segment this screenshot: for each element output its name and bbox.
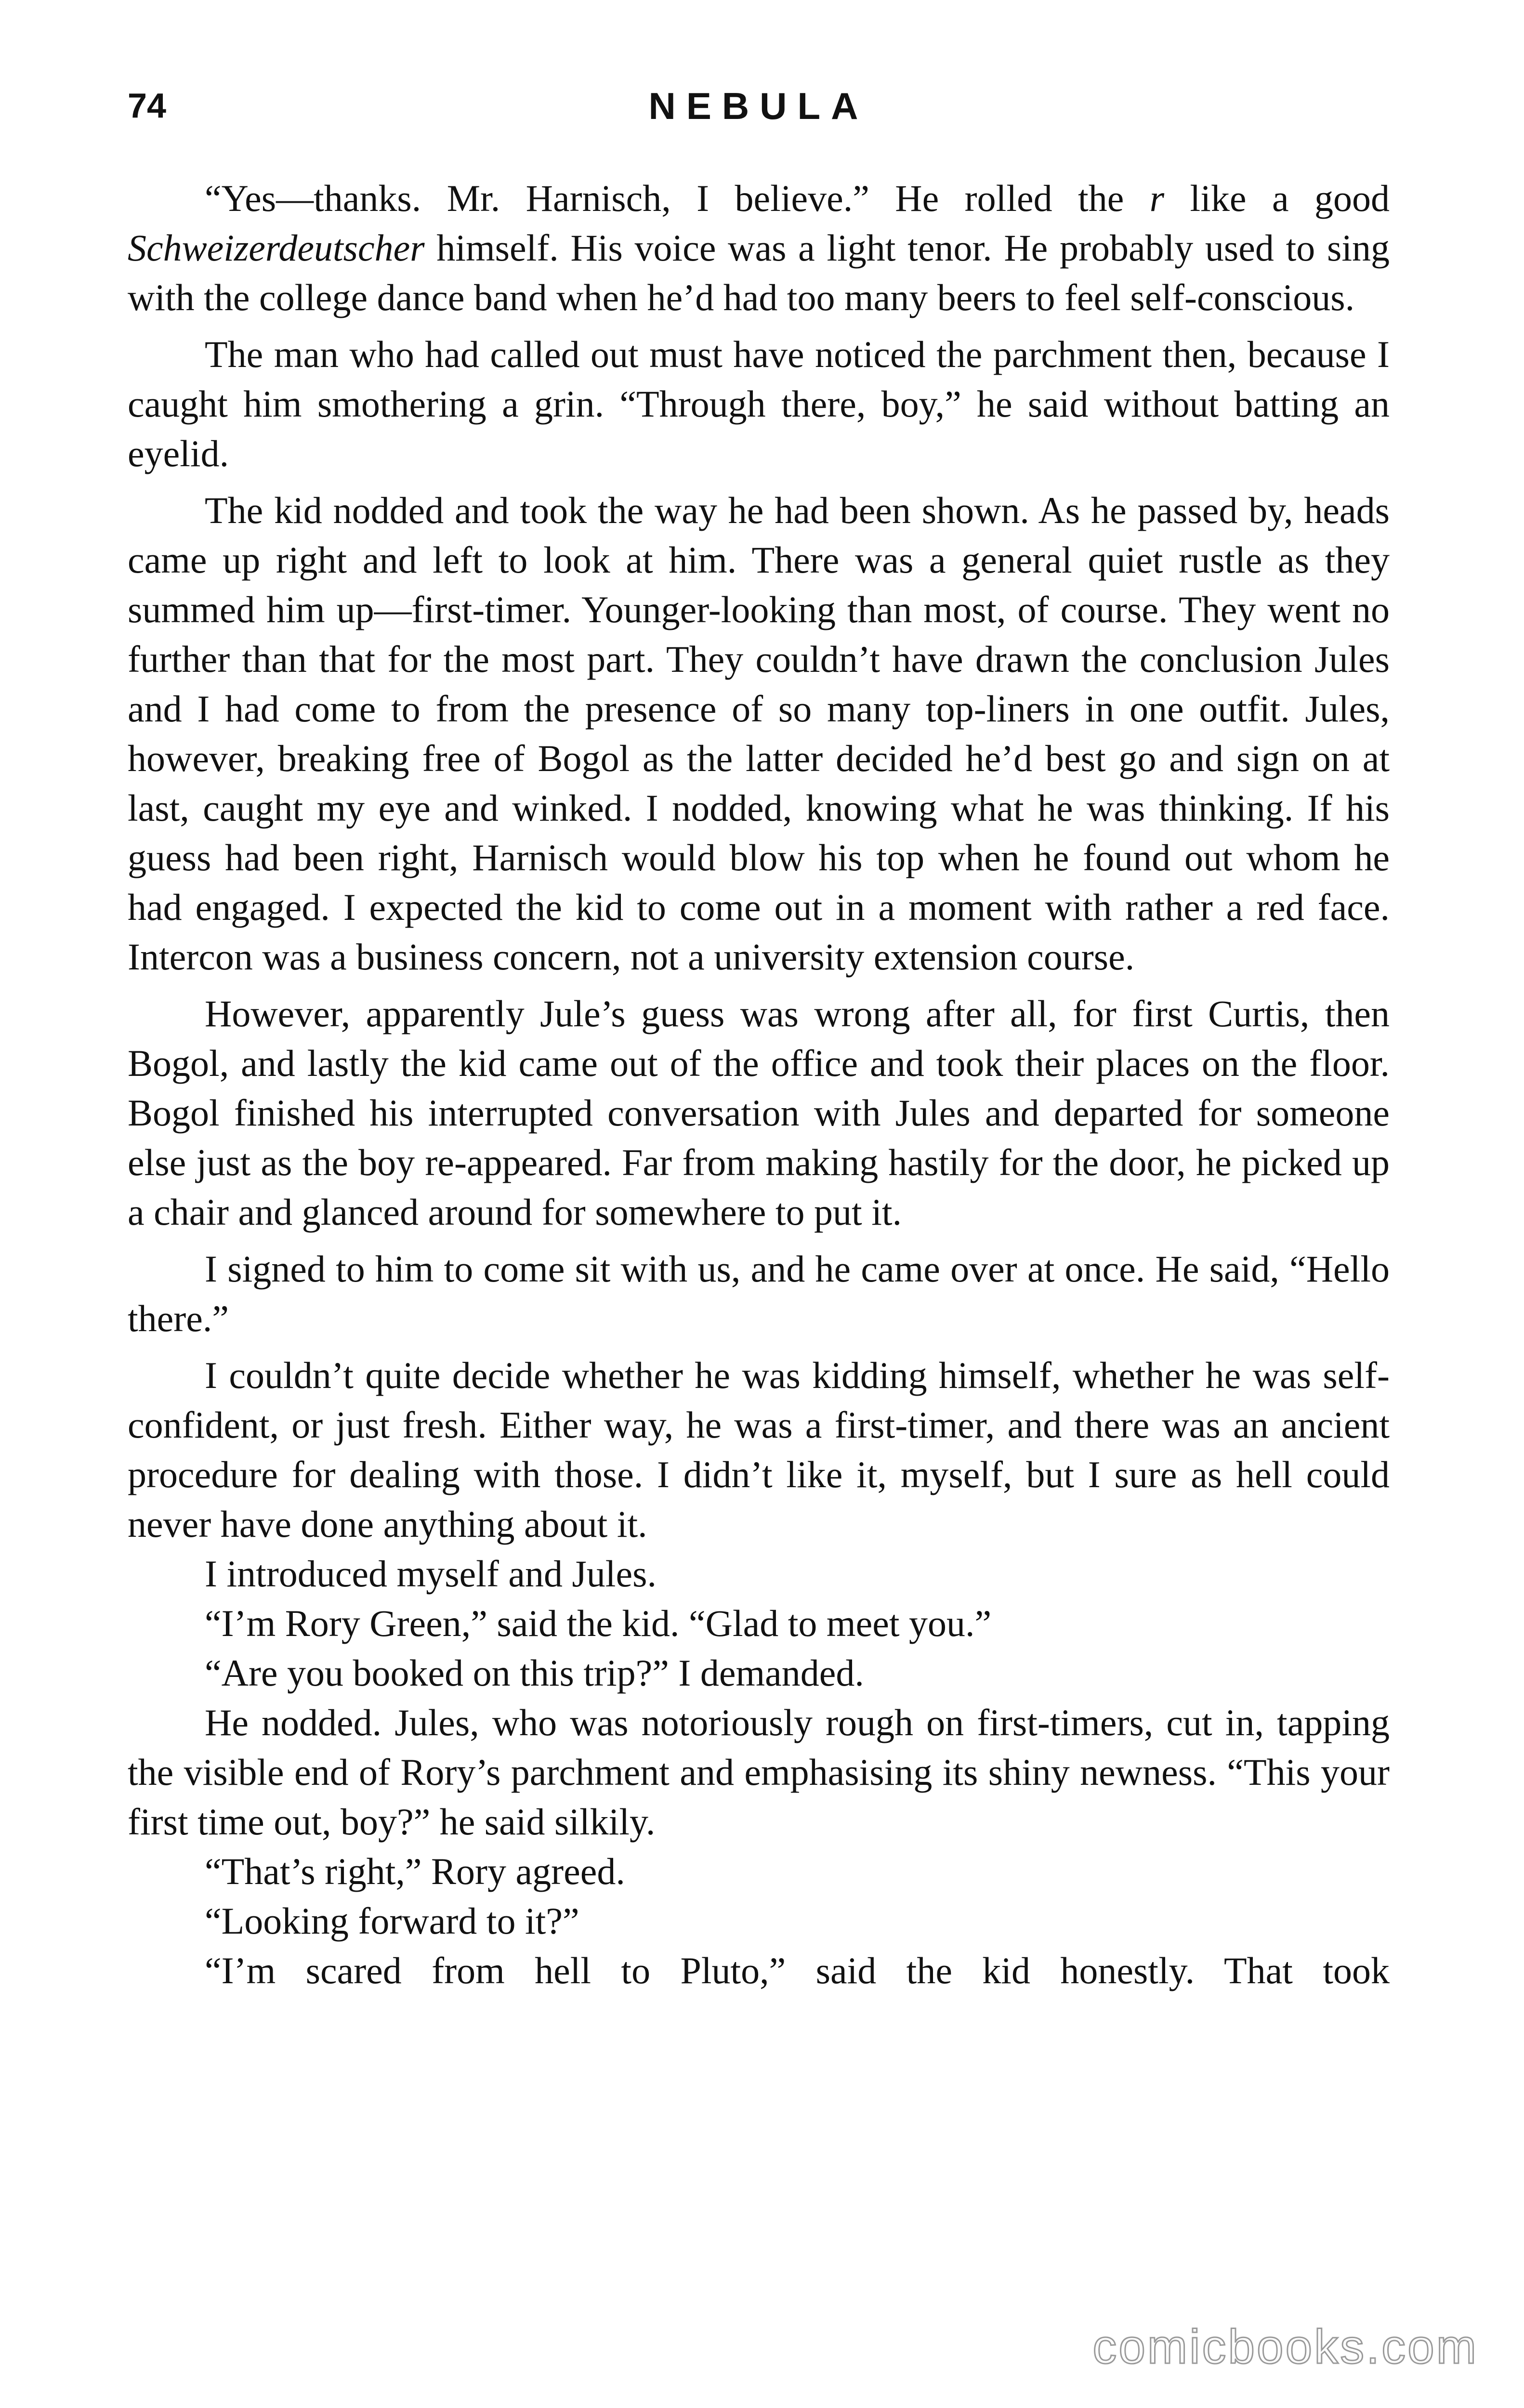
watermark: comicbooks.com	[1092, 2320, 1478, 2374]
paragraph-10: He nodded. Jules, who was notoriously rough on first-timers, cut in, tapping the visible end of Rory’s parchment and emphasising its shiny newness. “This your first time out, boy?” he said silkily.	[128, 1701, 1390, 1843]
body-text	[128, 173, 1390, 1995]
italic-r: r	[1149, 177, 1165, 219]
paragraph-9: “Are you booked on this trip?” I demanded.	[205, 1652, 864, 1694]
paragraph-2: The man who had called out must have noticed the parchment then, because I caught him smothering a grin. “Through there, boy,” he said without batting an eyelid.	[128, 333, 1390, 474]
page-number: 74	[128, 87, 167, 125]
paragraph-7: I introduced myself and Jules.	[205, 1553, 657, 1595]
paragraph-12: “Looking forward to it?”	[205, 1900, 579, 1942]
running-title: NEBULA	[648, 85, 869, 127]
paragraph-5: I signed to him to come sit with us, and he came over at once. He said, “Hello there.”	[128, 1248, 1390, 1339]
page-header	[128, 77, 1390, 135]
paragraph-4: However, apparently Jule’s guess was wrong after all, for first Curtis, then Bogol, and lastly the kid came out of the office and took their places on the floor. Bogol finished his interrupted conversation with Jules and departed for someone else just as the boy re-appeared. Far from making hastily for the door, he picked up a chair and glanced around for somewhere to put it.	[128, 993, 1390, 1233]
paragraph-1: “Yes—thanks. Mr. Harnisch, I believe.” He rolled the r like a good Schweizerdeutscher himself. His voice was a light tenor. He probably used to sing with the college dance band when he’d had too many beers to feel self-conscious.	[128, 177, 1390, 318]
paragraph-3: The kid nodded and took the way he had been shown. As he passed by, heads came up right and left to look at him. There was a general quiet rustle as they summed him up—first-timer. Younger-looking than most, of course. They went no further than that for the most part. They couldn’t have drawn the conclusion Jules and I had come to from the presence of so many top-liners in one outfit. Jules, however, breaking free of Bogol as the latter decided he’d best go and sign on at last, caught my eye and winked. I nodded, knowing what he was thinking. If his guess had been right, Harnisch would blow his top when he found out whom he had engaged. I expected the kid to come out in a moment with rather a red face. Intercon was a business concern, not a university extension course.	[128, 489, 1390, 978]
paragraph-8: “I’m Rory Green,” said the kid. “Glad to meet you.”	[205, 1602, 992, 1644]
paragraph-6: I couldn’t quite decide whether he was kidding himself, whether he was self-confident, or just fresh. Either way, he was a first-timer, and there was an ancient procedure for dealing with those. I didn’t like it, myself, but I sure as hell could never have done anything about it.	[128, 1354, 1390, 1545]
italic-schweizerdeutscher: Schweizerdeutscher	[128, 227, 425, 269]
paragraph-11: “That’s right,” Rory agreed.	[205, 1850, 625, 1892]
paragraph-13: “I’m scared from hell to Pluto,” said the kid honestly. That took	[205, 1950, 1390, 1991]
